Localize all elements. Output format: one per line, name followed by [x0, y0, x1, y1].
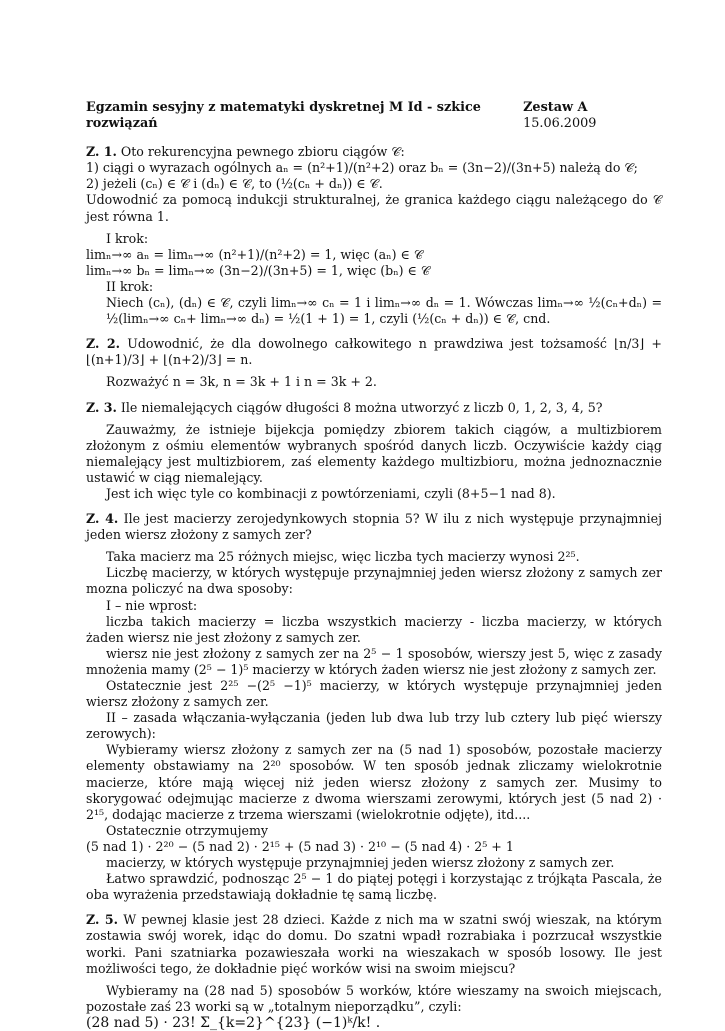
task-5-statement: Z. 5. W pewnej klasie jest 28 dzieci. Każde z nich ma w szatni swój wieszak, na którym zostawia swój worek, idąc do domu. Do szatni wpadł rozrabiaka i pozrzucał wszystkie worki. Pani szatniarka pozawieszała worki na wieszakach w sposób losowy. Ile jest możliwości tego, że dokładnie pięć worków wisi na swoim miejscu?	[86, 912, 662, 976]
document-page	[86, 100, 662, 1031]
task-5-solution-2: (28 nad 5) · 23! Σ_{k=2}^{23} (−1)ᵏ/k! .	[86, 1014, 381, 1031]
task-1-solution-2: limₙ→∞ aₙ = limₙ→∞ (n²+1)/(n²+2) = 1, więc (aₙ) ∈ 𝒞	[86, 246, 424, 262]
task-4-solution-12: Łatwo sprawdzić, podnosząc 2⁵ − 1 do piątej potęgi i korzystając z trójkąta Pascala, że oba wyrażenia przedstawiają dokładnie tę samą liczbę.	[86, 871, 662, 903]
set-label: Zestaw A	[523, 100, 588, 115]
exam-date: 15.06.2009	[523, 116, 597, 132]
task-1-statement-1: Z. 1. Oto rekurencyjna pewnego zbioru ciągów 𝒞:	[86, 144, 405, 160]
task-4-solution-2: Liczbę macierzy, w których występuje przynajmniej jeden wiersz złożony z samych zer mozna policzyć na dwa sposoby:	[86, 565, 662, 597]
task-4-solution-5: wiersz nie jest złożony z samych zer na 2⁵ − 1 sposobów, wierszy jest 5, więc z zasady mnożenia mamy (2⁵ − 1)⁵ macierzy w których żaden wiersz nie jest złożony z samych zer.	[86, 645, 662, 677]
set-and-date	[523, 100, 662, 132]
task-4-solution-6: Ostatecznie jest 2²⁵ −(2⁵ −1)⁵ macierzy, w których występuje przynajmniej jeden wiersz złożony z samych zer.	[86, 678, 662, 710]
task-4-solution-10: (5 nad 1) · 2²⁰ − (5 nad 2) · 2¹⁵ + (5 nad 3) · 2¹⁰ − (5 nad 4) · 2⁵ + 1	[86, 838, 514, 854]
task-4-solution-11: macierzy, w których występuje przynajmniej jeden wiersz złożony z samych zer.	[106, 855, 615, 871]
task-5	[86, 912, 662, 1031]
task-1-solution-1: I krok:	[106, 230, 149, 246]
task-1-statement-4: Udowodnić za pomocą indukcji strukturalnej, że granica każdego ciągu należącego do 𝒞 jest równa 1.	[86, 192, 662, 224]
task-3	[86, 400, 662, 503]
task-5-label: Z. 5.	[86, 912, 119, 928]
task-3-solution-1: Zauważmy, że istnieje bijekcja pomiędzy zbiorem takich ciągów, a multizbiorem złożonym z ośmiu elementów wybranych spośród danych liczb. Oczywiście każdy ciąg niemalejący jest multizbiorem, zaś elementy każdego multizbioru, można jednoznacznie ustawić w ciąg niemalejący.	[86, 421, 662, 485]
task-3-statement: Z. 3. Ile niemalejących ciągów długości 8 można utworzyć z liczb 0, 1, 2, 3, 4, 5?	[86, 399, 603, 415]
task-4-solution-8: Wybieramy wiersz złożony z samych zer na (5 nad 1) sposobów, pozostałe macierzy elementy obstawiamy na 2²⁰ sposobów. W ten sposób jednak zliczamy wielokrotnie macierze, które mają więcej niż jeden wiersz złożony z samych zer. Musimy to skorygować odejmując macierze z dwoma wierszami zerowymi, których jest (5 nad 2) · 2¹⁵, dodając macierze z trzema wierszami (wielokrotnie odjęte), itd....	[86, 742, 662, 822]
task-4	[86, 511, 662, 903]
task-1-label: Z. 1.	[86, 144, 117, 160]
task-1-statement-2: 1) ciągi o wyrazach ogólnych aₙ = (n²+1)/(n²+2) oraz bₙ = (3n−2)/(3n+5) należą do 𝒞;	[86, 160, 638, 176]
task-2-statement: Z. 2. Udowodnić, że dla dowolnego całkowitego n prawdziwa jest tożsamość ⌊n/3⌋ + ⌊(n+1)/3⌋ + ⌊(n+2)/3⌋ = n.	[86, 336, 662, 368]
task-1-solution-4: II krok:	[106, 278, 154, 294]
task-4-label: Z. 4.	[86, 511, 119, 527]
task-3-label: Z. 3.	[86, 399, 117, 415]
task-4-solution-1: Taka macierz ma 25 różnych miejsc, więc liczba tych macierzy wynosi 2²⁵.	[106, 549, 580, 565]
exam-title: Egzamin sesyjny z matematyki dyskretnej M Id - szkice rozwiązań	[86, 100, 481, 132]
task-2-solution: Rozważyć n = 3k, n = 3k + 1 i n = 3k + 2.	[106, 374, 377, 390]
task-5-solution-1: Wybieramy na (28 nad 5) sposobów 5 worków, które wieszamy na swoich miejscach, pozostałe zaś 23 worki są w „totalnym nieporządku”, czyli:	[86, 982, 662, 1014]
task-1	[86, 144, 662, 327]
task-2	[86, 336, 662, 390]
task-1-solution-5: Niech (cₙ), (dₙ) ∈ 𝒞, czyli limₙ→∞ cₙ = 1 i limₙ→∞ dₙ = 1. Wówczas limₙ→∞ ½(cₙ+dₙ) = ½(limₙ→∞ cₙ+ limₙ→∞ dₙ) = ½(1 + 1) = 1, czyli (½(cₙ + dₙ)) ∈ 𝒞, cnd.	[106, 295, 662, 327]
task-4-solution-7: II – zasada włączania-wyłączania (jeden lub dwa lub trzy lub cztery lub pięć wierszy zerowych):	[86, 710, 662, 742]
task-4-statement: Z. 4. Ile jest macierzy zerojedynkowych stopnia 5? W ilu z nich występuje przynajmniej jeden wiersz złożony z samych zer?	[86, 511, 663, 543]
task-1-solution-3: limₙ→∞ bₙ = limₙ→∞ (3n−2)/(3n+5) = 1, więc (bₙ) ∈ 𝒞	[86, 262, 431, 278]
task-1-statement-3: 2) jeżeli (cₙ) ∈ 𝒞 i (dₙ) ∈ 𝒞, to (½(cₙ + dₙ)) ∈ 𝒞.	[86, 176, 383, 192]
task-3-solution-2: Jest ich więc tyle co kombinacji z powtórzeniami, czyli (8+5−1 nad 8).	[106, 485, 556, 501]
task-4-solution-4: liczba takich macierzy = liczba wszystkich macierzy - liczba macierzy, w których żaden wiersz nie jest złożony z samych zer.	[86, 613, 662, 645]
task-4-solution-9: Ostatecznie otrzymujemy	[106, 822, 269, 838]
task-2-label: Z. 2.	[86, 336, 121, 352]
task-4-solution-3: I – nie wprost:	[106, 597, 198, 613]
page-title	[86, 100, 662, 132]
